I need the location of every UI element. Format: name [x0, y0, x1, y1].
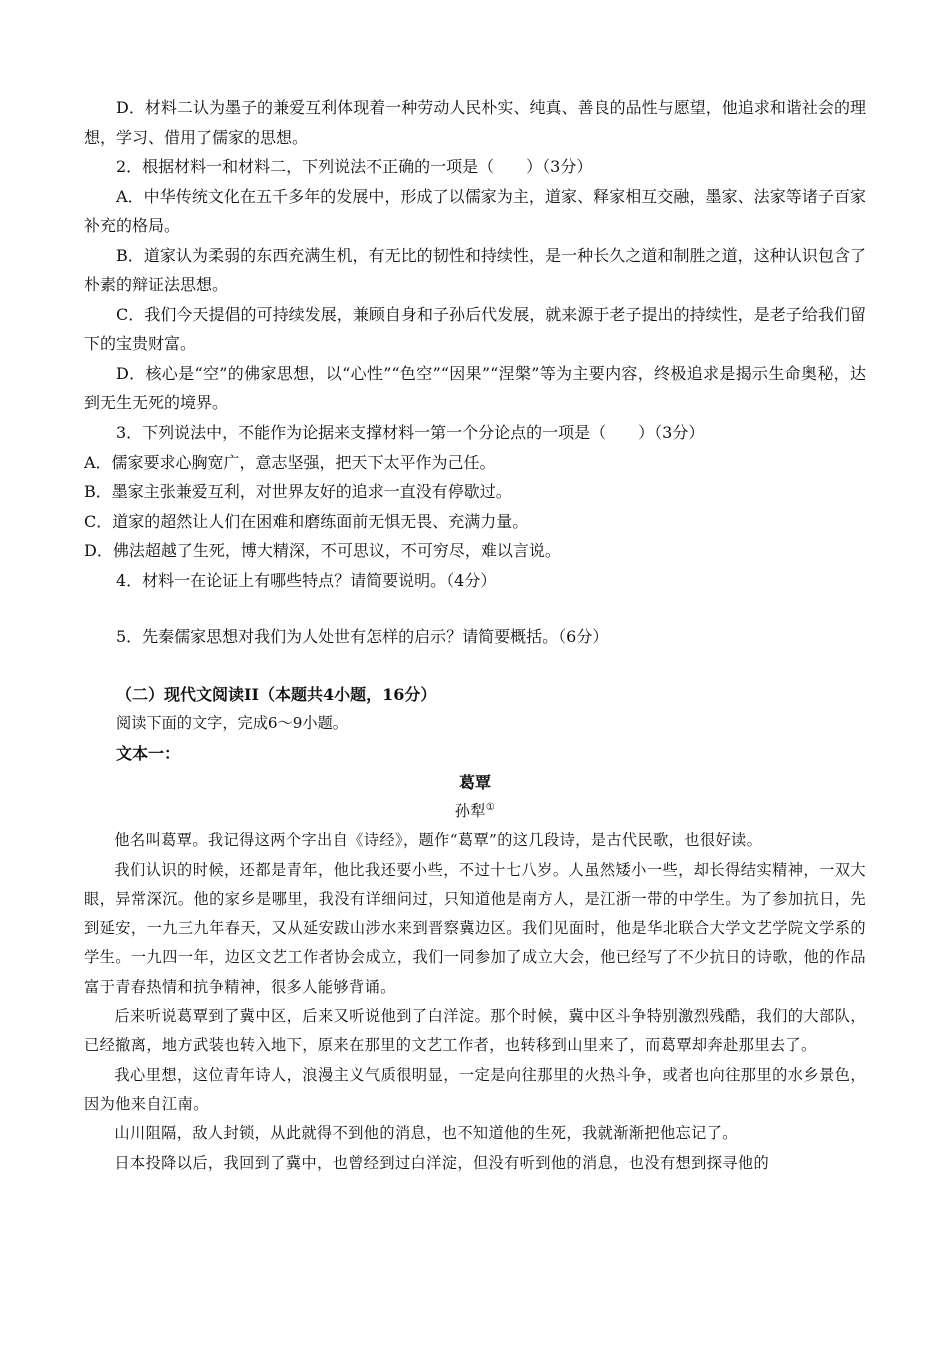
section-2-instruction: 阅读下面的文字，完成6～9小题。	[116, 714, 348, 732]
article-paragraph: 我们认识的时候，还都是青年，他比我还要小些，不过十七八岁。人虽然矮小一些，却长得结实精神，一双大眼，异常深沉。他的家乡是哪里，我没有详细问过，只知道他是南方人，是江浙一带的中学生。为了参加抗日，先到延安，一九三九年春天，又从延安跋山涉水来到晋察冀边区。我们见面时，他是华北联合大学文艺学院文学系的学生。一九四一年，边区文艺工作者协会成立，我们一同参加了成立大会，他已经写了不少抗日的诗歌，他的作品富于青春热情和抗争精神，很多人能够背诵。	[84, 860, 866, 996]
q3-option-c: C．道家的超然让人们在困难和磨练面前无惧无畏、充满力量。	[84, 511, 529, 531]
q2-option-c: C．我们今天提倡的可持续发展，兼顾自身和子孙后代发展，就来源于老子提出的持续性，是老子给我们留下的宝贵财富。	[84, 304, 866, 353]
article-paragraph: 他名叫葛覃。我记得这两个字出自《诗经》，题作“葛覃”的这几段诗，是古代民歌，也很好读。	[114, 831, 763, 850]
question-5	[84, 622, 866, 652]
section-2-heading: （二）现代文阅读II（本题共4小题，16分）	[116, 685, 437, 704]
q3-option-b: B．墨家主张兼爱互利，对世界友好的追求一直没有停歇过。	[84, 482, 512, 501]
q2-option-b: B．道家认为柔弱的东西充满生机，有无比的韧性和持续性，是一种长久之道和制胜之道，这种认识包含了朴素的辩证法思想。	[84, 245, 866, 294]
article-paragraph: 后来听说葛覃到了冀中区，后来又听说他到了白洋淀。那个时候，冀中区斗争特别激烈残酷，我们的大部队，已经撤离，地方武装也转入地下，原来在那里的文艺工作者，也转移到山里来了，而葛覃却奔赴那里去了。	[84, 1007, 866, 1055]
q2-option-a: A．中华传统文化在五千多年的发展中，形成了以儒家为主，道家、释家相互交融，墨家、法家等诸子百家补充的格局。	[84, 186, 866, 235]
article-paragraph: 我心里想，这位青年诗人，浪漫主义气质很明显，一定是向往那里的火热斗争，或者也向往那里的水乡景色，因为他来自江南。	[84, 1065, 866, 1113]
q2-stem: 2．根据材料一和材料二，下列说法不正确的一项是（ ）（3分）	[116, 157, 593, 176]
article-paragraph: 山川阻隔，敌人封锁，从此就得不到他的消息，也不知道他的生死，我就渐渐把他忘记了。	[114, 1124, 738, 1143]
article	[84, 768, 866, 1178]
q4-stem: 4．材料一在论证上有哪些特点？请简要说明。（4分）	[116, 570, 497, 590]
article-paragraph: 日本投降以后，我回到了冀中，也曾经到过白洋淀，但没有听到他的消息，也没有想到探寻他的	[114, 1153, 770, 1172]
q3-stem: 3．下列说法中，不能作为论据来支撑材料一第一个分论点的一项是（ ）（3分）	[116, 423, 705, 442]
q5-stem: 5．先秦儒家思想对我们为人处世有怎样的启示？请简要概括。（6分）	[116, 627, 609, 646]
section-2	[84, 680, 866, 768]
text-label: 文本一：	[116, 743, 181, 763]
article-title: 葛覃	[458, 773, 491, 792]
article-author-line	[84, 797, 866, 826]
question-3	[84, 418, 866, 595]
q3-option-d: D．佛法超越了生死，博大精深，不可思议，不可穷尽，难以言说。	[84, 541, 561, 560]
article-author: 孙犁	[454, 802, 486, 820]
q1-option-d-text: D．材料二认为墨子的兼爱互利体现着一种劳动人民朴实、纯真、善良的品性与愿望，他追求和谐社会的理想，学习、借用了儒家的思想。	[84, 98, 866, 147]
q2-option-d: D．核心是“空”的佛家思想，以“心性”“色空”“因果”“涅槃”等为主要内容，终极追求是揭示生命奥秘，达到无生无死的境界。	[84, 363, 866, 412]
q3-option-a: A．儒家要求心胸宽广，意志坚强，把天下太平作为己任。	[84, 452, 496, 472]
q1-option-d	[84, 93, 866, 152]
author-footnote-mark: ①	[485, 801, 496, 813]
question-2	[84, 152, 866, 418]
